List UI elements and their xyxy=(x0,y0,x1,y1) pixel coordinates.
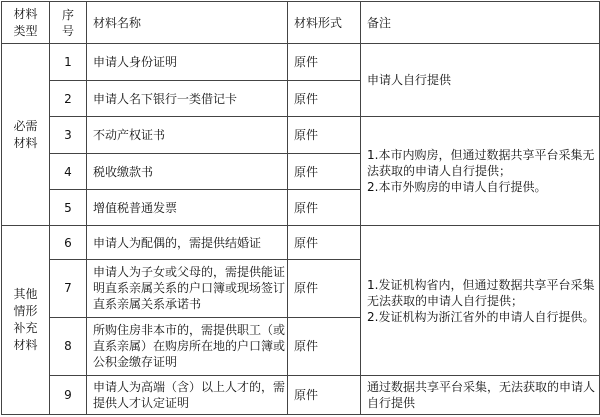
row-seq: 5 xyxy=(50,190,87,226)
row-material-form: 原件 xyxy=(288,154,361,190)
table-row xyxy=(2,375,600,414)
row-seq: 6 xyxy=(50,226,87,259)
note-line: 通过数据共享平台采集，无法获取的申请人自行提供 xyxy=(367,379,596,410)
row-material-form: 原件 xyxy=(288,81,361,117)
row-material-name: 所购住房非本市的，需提供职工（或直系亲属）在购房所在地的户口簿或公积金缴存证明 xyxy=(87,317,288,375)
row-material-name: 申请人名下银行一类借记卡 xyxy=(87,81,288,117)
row-material-form: 原件 xyxy=(288,317,361,375)
row-material-name: 税收缴款书 xyxy=(87,154,288,190)
table-row xyxy=(2,117,600,154)
row-material-name: 申请人为子女或父母的，需提供能证明直系亲属关系的户口簿或现场签订直系亲属关系承诺书 xyxy=(87,259,288,317)
row-material-form: 原件 xyxy=(288,375,361,414)
row-seq: 3 xyxy=(50,117,87,154)
row-material-form: 原件 xyxy=(288,117,361,154)
table-row xyxy=(2,44,600,81)
header-seq: 序号 xyxy=(50,2,87,44)
note-line: 2.发证机构为浙江省外的申请人自行提供。 xyxy=(367,309,595,324)
row-material-form: 原件 xyxy=(288,190,361,226)
row-material-name: 申请人为高端（含）以上人才的，需提供人才认定证明 xyxy=(87,375,288,414)
header-material-type: 材料类型 xyxy=(2,2,50,44)
row-seq: 4 xyxy=(50,154,87,190)
row-material-name: 申请人为配偶的，需提供结婚证 xyxy=(87,226,288,259)
row-material-form: 原件 xyxy=(288,259,361,317)
header-material-name: 材料名称 xyxy=(87,2,288,44)
row-material-name: 申请人身份证明 xyxy=(87,44,288,81)
row-note xyxy=(361,44,600,117)
note-line: 1.发证机构省内，但通过数据共享平台采集无法获取的申请人自行提供； xyxy=(367,277,595,308)
note-line: 申请人自行提供 xyxy=(367,73,452,88)
row-seq: 8 xyxy=(50,317,87,375)
note-line: 2.本市外购房的申请人自行提供。 xyxy=(367,180,547,195)
row-material-name: 增值税普通发票 xyxy=(87,190,288,226)
row-material-form: 原件 xyxy=(288,44,361,81)
row-seq: 2 xyxy=(50,81,87,117)
table-row xyxy=(2,226,600,259)
row-seq: 9 xyxy=(50,375,87,414)
note-line: 1.本市内购房，但通过数据共享平台采集无法获取的申请人自行提供； xyxy=(367,148,595,179)
row-seq: 7 xyxy=(50,259,87,317)
header-row xyxy=(2,2,600,44)
materials-table xyxy=(1,1,600,415)
row-note xyxy=(361,226,600,375)
row-material-name: 不动产权证书 xyxy=(87,117,288,154)
header-note: 备注 xyxy=(361,2,600,44)
row-note xyxy=(361,375,600,414)
group-type-required: 必需材料 xyxy=(2,44,50,226)
header-material-form: 材料形式 xyxy=(288,2,361,44)
row-note xyxy=(361,117,600,226)
row-material-form: 原件 xyxy=(288,226,361,259)
row-seq: 1 xyxy=(50,44,87,81)
group-type-supplementary: 其他情形补充材料 xyxy=(2,226,50,415)
